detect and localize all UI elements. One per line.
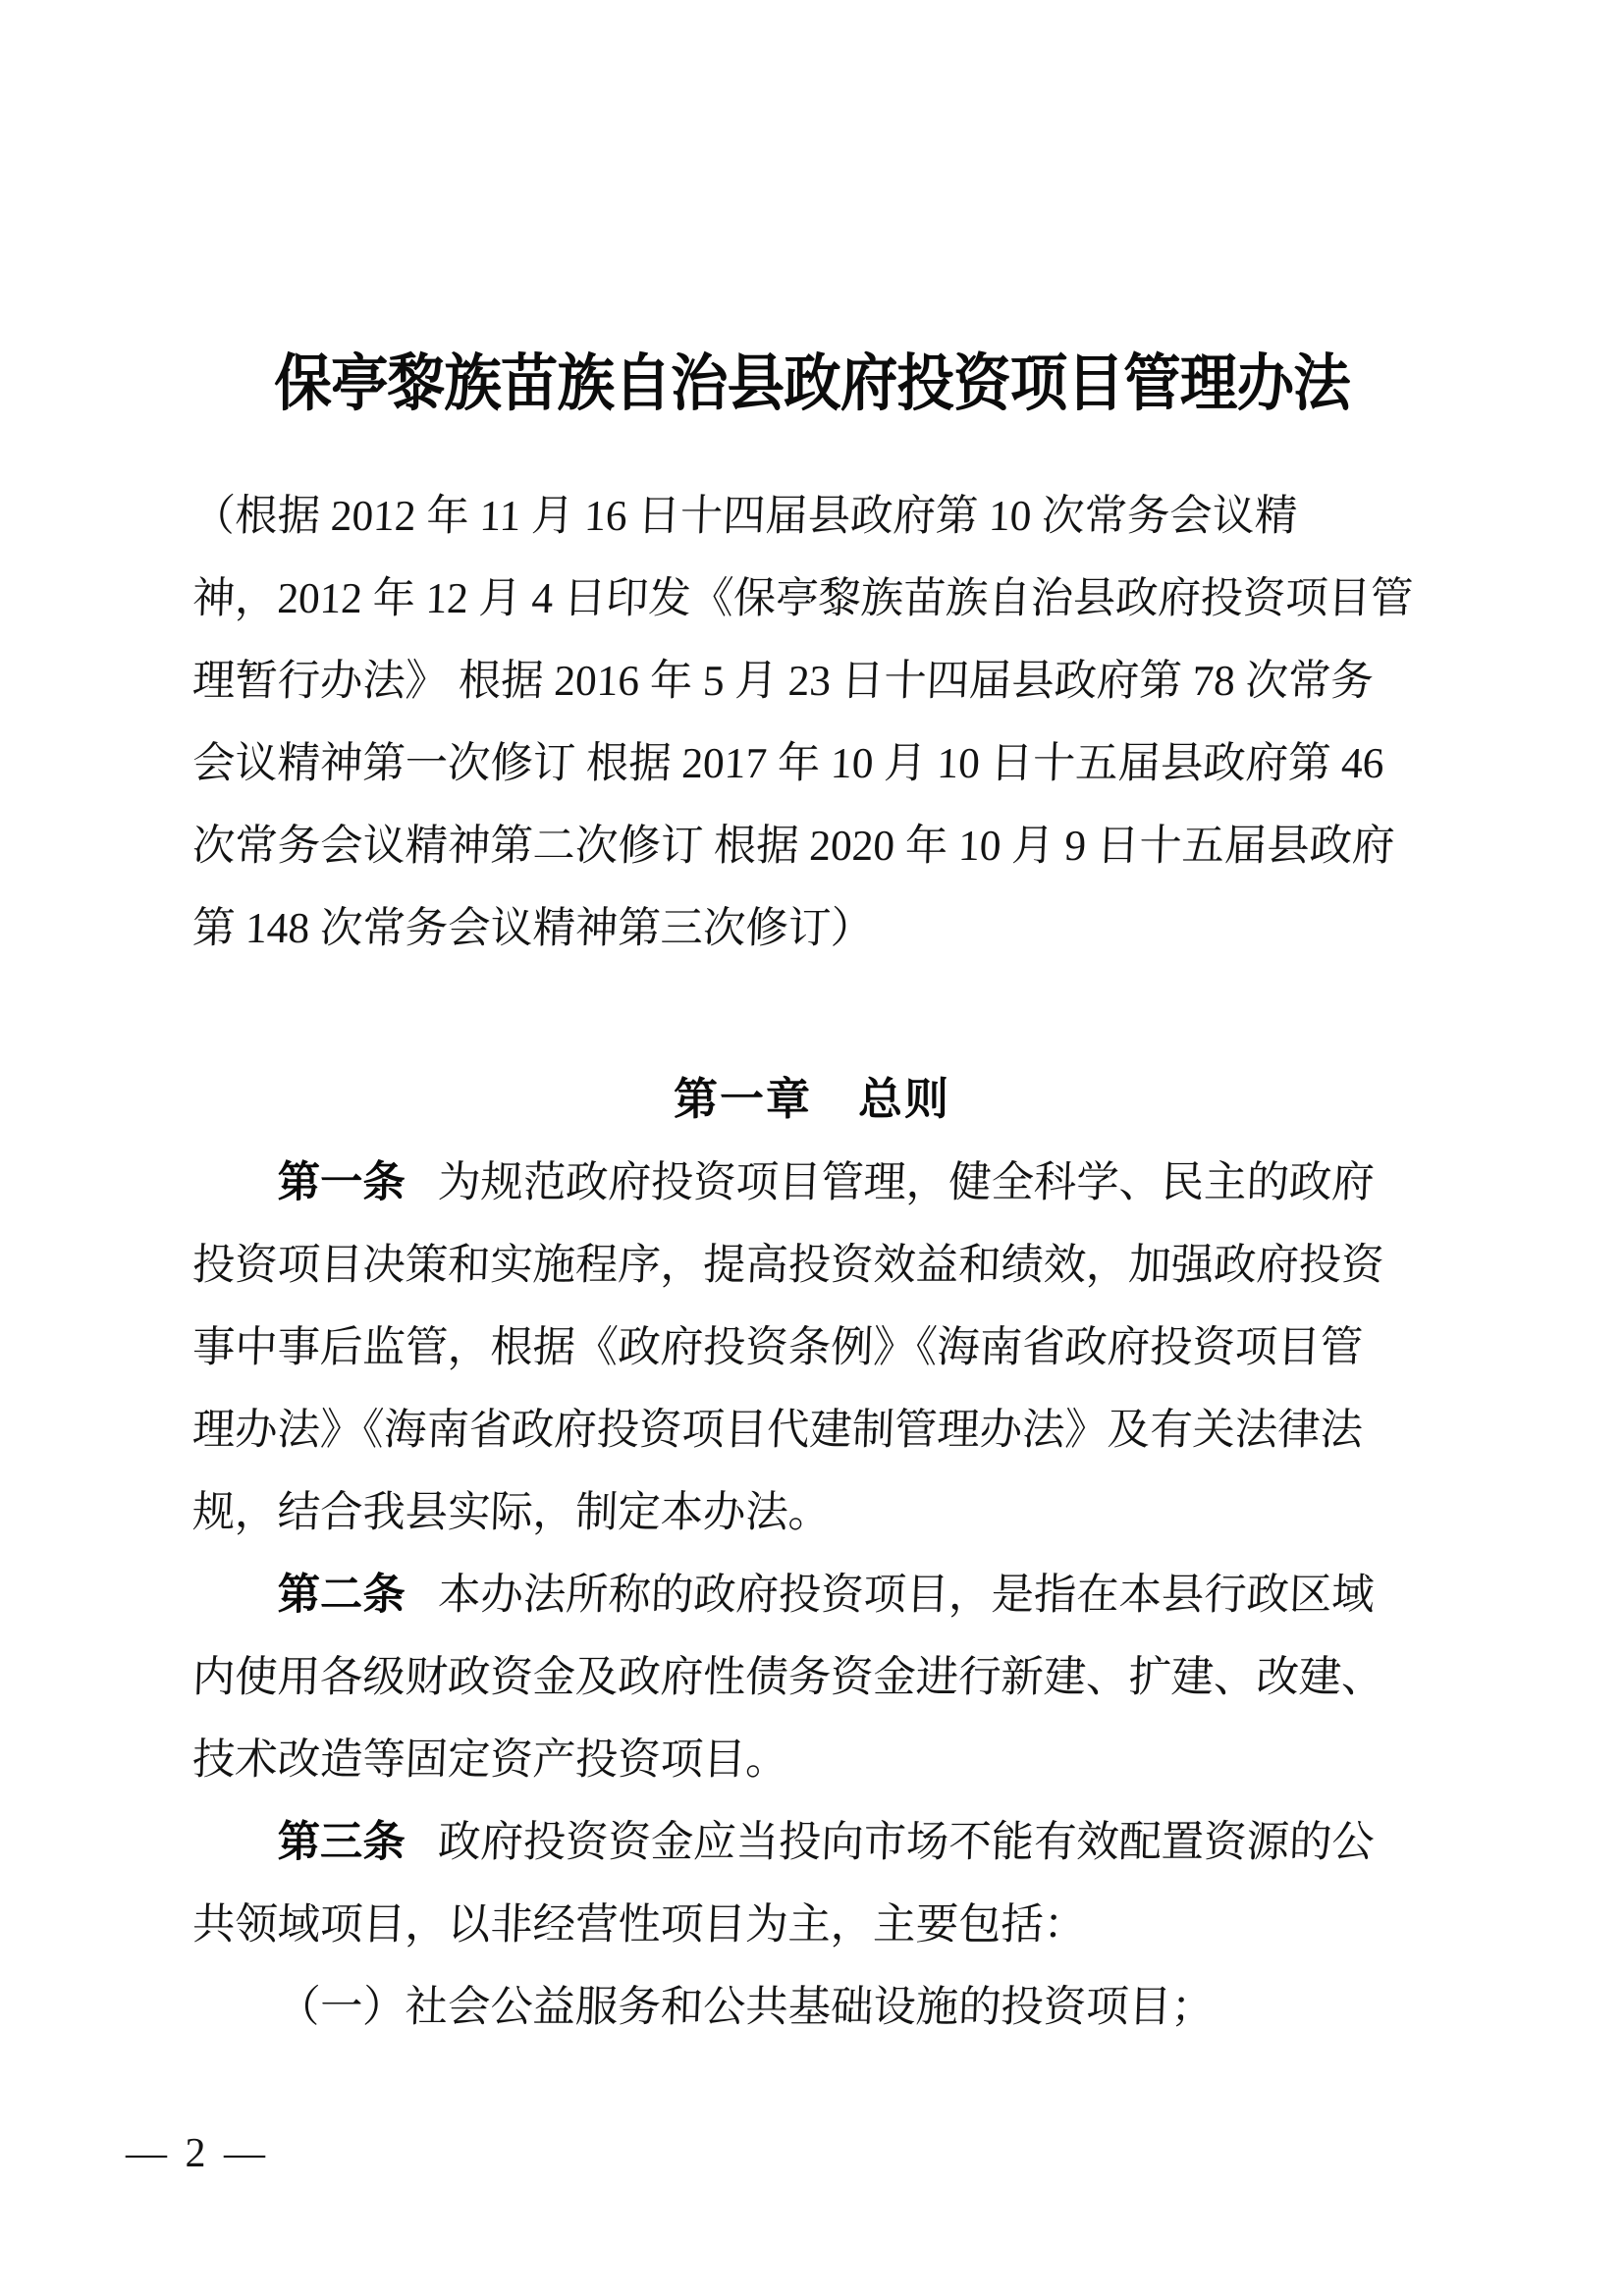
article-1-first-line bbox=[190, 1142, 1414, 1224]
article-1-label: 第一条 bbox=[277, 1158, 406, 1206]
preamble-line-1: （根据 2012 年 11 月 16 日十四届县政府第 10 次常务会议精 bbox=[191, 492, 1299, 540]
preamble-block bbox=[192, 475, 1432, 970]
article-1-line-5: 规，结合我县实际，制定本办法。 bbox=[191, 1488, 833, 1536]
article-3-first-line bbox=[190, 1801, 1414, 1884]
list-item-1 bbox=[190, 1966, 1414, 2049]
article-2-line-1: 本办法所称的政府投资项目，是指在本县行政区域 bbox=[437, 1571, 1376, 1619]
article-3-line-2: 共领域项目，以非经营性项目为主，主要包括： bbox=[191, 1900, 1088, 1949]
list-item-1-text: （一）社会公益服务和公共基础设施的投资项目； bbox=[276, 1983, 1216, 2031]
preamble-line-2: 神，2012 年 12 月 4 日印发《保亭黎族苗族自治县政府投资项目管 bbox=[191, 574, 1414, 622]
article-3-label: 第三条 bbox=[277, 1818, 406, 1866]
article-1-line-4: 理办法》《海南省政府投资项目代建制管理办法》及有关法律法 bbox=[191, 1406, 1364, 1454]
article-2-line-2: 内使用各级财政资金及政府性债务资金进行新建、扩建、改建、 bbox=[191, 1653, 1385, 1701]
article-1-line-3: 事中事后监管，根据《政府投资条例》《海南省政府投资项目管 bbox=[191, 1323, 1364, 1371]
article-2-line-3: 技术改造等固定资产投资项目。 bbox=[191, 1735, 789, 1784]
body-block bbox=[192, 1142, 1432, 2049]
page-number-footer: — 2 — bbox=[126, 2131, 269, 2176]
preamble-line-5: 次常务会议精神第二次修订 根据 2020 年 10 月 9 日十五届县政府 bbox=[191, 822, 1396, 870]
preamble-line-4: 会议精神第一次修订 根据 2017 年 10 月 10 日十五届县政府第 46 bbox=[191, 739, 1385, 787]
preamble-line-6: 第 148 次常务会议精神第三次修订） bbox=[191, 904, 875, 952]
article-1-line-1: 为规范政府投资项目管理，健全科学、民主的政府 bbox=[437, 1158, 1376, 1206]
chapter-heading: 第一章 总则 bbox=[673, 1074, 950, 1124]
article-2-label: 第二条 bbox=[277, 1571, 406, 1619]
preamble-line-3: 理暂行办法》 根据 2016 年 5 月 23 日十四届县政府第 78 次常务 bbox=[191, 657, 1375, 705]
page-title: 保亭黎族苗族自治县政府投资项目管理办法 bbox=[274, 349, 1350, 418]
article-1-line-2: 投资项目决策和实施程序，提高投资效益和绩效，加强政府投资 bbox=[191, 1241, 1385, 1289]
article-3-line-1: 政府投资资金应当投向市场不能有效配置资源的公 bbox=[437, 1818, 1376, 1866]
article-2-first-line bbox=[190, 1554, 1414, 1636]
